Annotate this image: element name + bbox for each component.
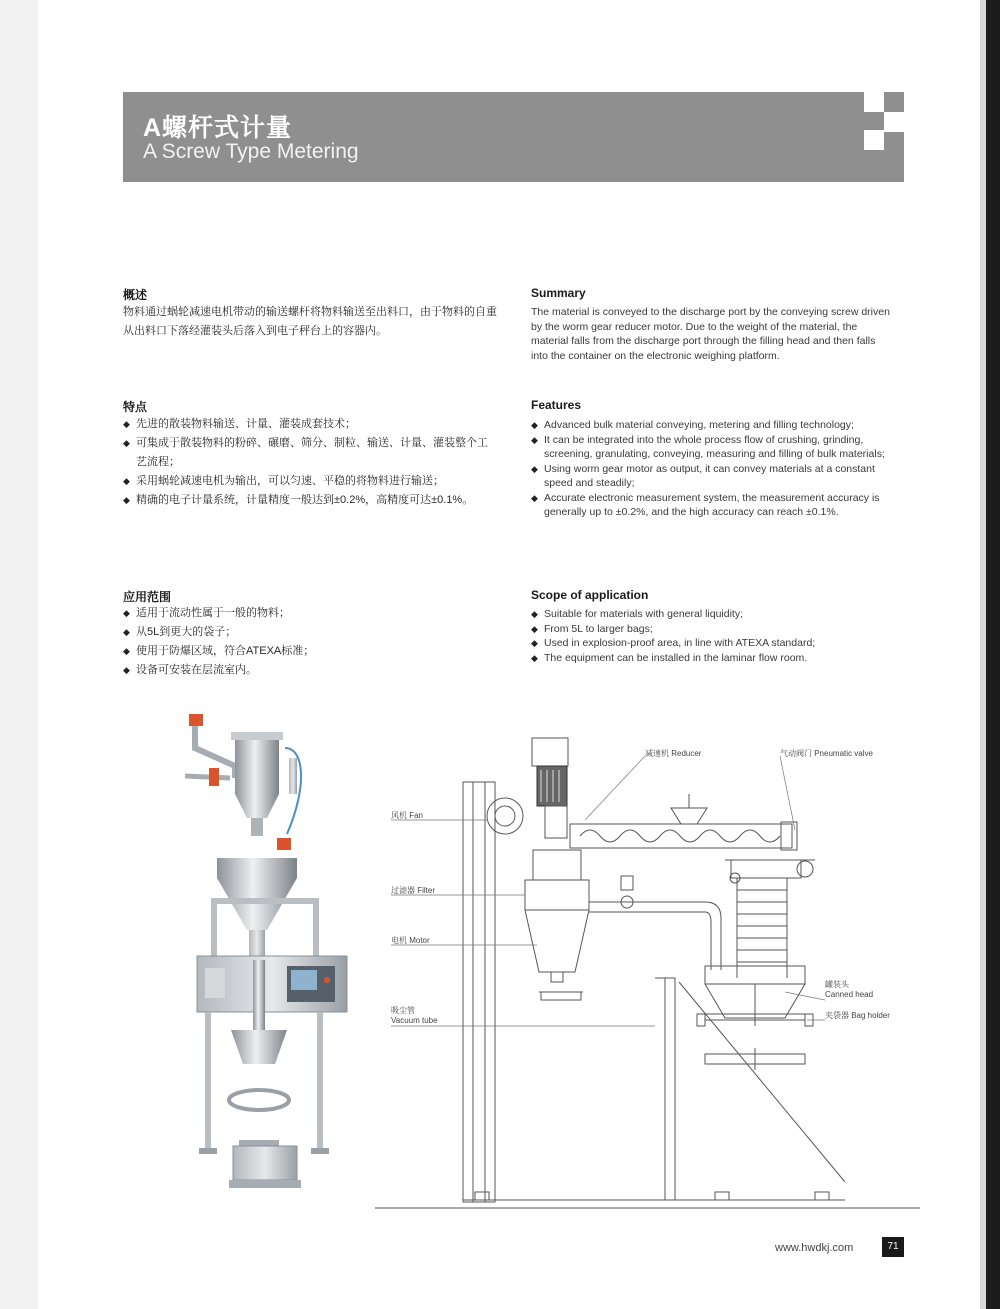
label-reducer: 减速机 Reducer	[645, 749, 702, 758]
scope-heading-en: Scope of application	[531, 588, 649, 602]
page-number: 71	[882, 1237, 904, 1257]
title-cn: A螺杆式计量	[143, 114, 293, 142]
list-item: ◆ It can be integrated into the whole process flow of crushing, grinding, screening, granulating, conveying, measuring and filling of bulk materials;	[531, 433, 901, 462]
page-edge-left	[0, 0, 38, 1309]
banner-deco-square	[864, 130, 884, 150]
summary-text-cn: 物料通过蜗轮减速电机带动的输送螺杆将物料输送至出料口，由于物料的自重从出料口下落经灌装头后落入到电子秤台上的容器内。	[123, 306, 497, 337]
label-vacuum-tube-cn: 吸尘管	[391, 1006, 415, 1015]
list-item: ◆ 设备可安装在层流室内。	[123, 661, 498, 680]
label-canned-head-cn: 罐装头	[825, 980, 849, 989]
machine-photo	[175, 708, 355, 1208]
summary-heading-cn: 概述	[123, 288, 148, 302]
list-item: ◆ Used in explosion-proof area, in line with ATEXA standard;	[531, 636, 901, 651]
features-heading-cn: 特点	[123, 400, 148, 414]
summary-heading-en: Summary	[531, 286, 586, 300]
label-fan: 风机 Fan	[391, 811, 424, 820]
label-vacuum-tube-en: Vacuum tube	[391, 1016, 438, 1025]
page-edge-right	[986, 0, 1000, 1309]
banner-deco-square	[864, 92, 884, 112]
label-filter: 过滤器 Filter	[391, 886, 435, 895]
list-item: ◆ 使用于防爆区域，符合ATEXA标准；	[123, 642, 498, 661]
label-bag-holder: 夹袋器 Bag holder	[825, 1011, 890, 1020]
scope-list-en	[531, 607, 901, 665]
scope-heading-cn: 应用范围	[123, 590, 172, 604]
list-item: ◆ 可集成于散装物料的粉碎、碾磨、筛分、制粒、输送、计量、灌装整个工艺流程；	[123, 434, 498, 472]
list-item: ◆ Advanced bulk material conveying, metering and filling technology;	[531, 418, 901, 433]
list-item: ◆ Accurate electronic measurement system, the measurement accuracy is generally up to ±0.2%, and the high accuracy can reach ±0.1%.	[531, 491, 901, 520]
scope-list-cn	[123, 604, 498, 680]
label-canned-head-en: Canned head	[825, 990, 874, 999]
label-motor: 电机 Motor	[391, 936, 430, 945]
label-pneumatic-valve: 气动阀门 Pneumatic valve	[780, 749, 873, 758]
list-item: ◆ 先进的散装物料输送、计量、灌装成套技术；	[123, 415, 498, 434]
summary-text-en: The material is conveyed to the discharge port by the conveying screw driven by the worm gear reducer motor. Due to the weight of the material, the material falls from the discharge port through the filling head and then falls into the container on the electronic weighing platform.	[531, 306, 890, 362]
list-item: ◆ The equipment can be installed in the laminar flow room.	[531, 651, 901, 666]
list-item: ◆ 适用于流动性属于一般的物料；	[123, 604, 498, 623]
title-banner	[123, 92, 904, 182]
features-list-cn	[123, 415, 498, 510]
features-heading-en: Features	[531, 398, 582, 412]
list-item: ◆ Using worm gear motor as output, it can convey materials at a constant speed and steadily;	[531, 462, 901, 491]
schematic-drawing	[375, 730, 920, 1215]
features-list-en	[531, 418, 901, 520]
list-item: ◆ 精确的电子计量系统，计量精度一般达到±0.2%，高精度可达±0.1%。	[123, 491, 498, 510]
list-item: ◆ 从5L到更大的袋子；	[123, 623, 498, 642]
footer-url: www.hwdkj.com	[775, 1242, 854, 1254]
list-item: ◆ Suitable for materials with general liquidity;	[531, 607, 901, 622]
list-item: ◆ From 5L to larger bags;	[531, 622, 901, 637]
banner-deco-square	[884, 112, 904, 132]
list-item: ◆ 采用蜗轮减速电机为输出，可以匀速、平稳的将物料进行输送；	[123, 472, 498, 491]
title-en: A Screw Type Metering	[143, 140, 359, 163]
